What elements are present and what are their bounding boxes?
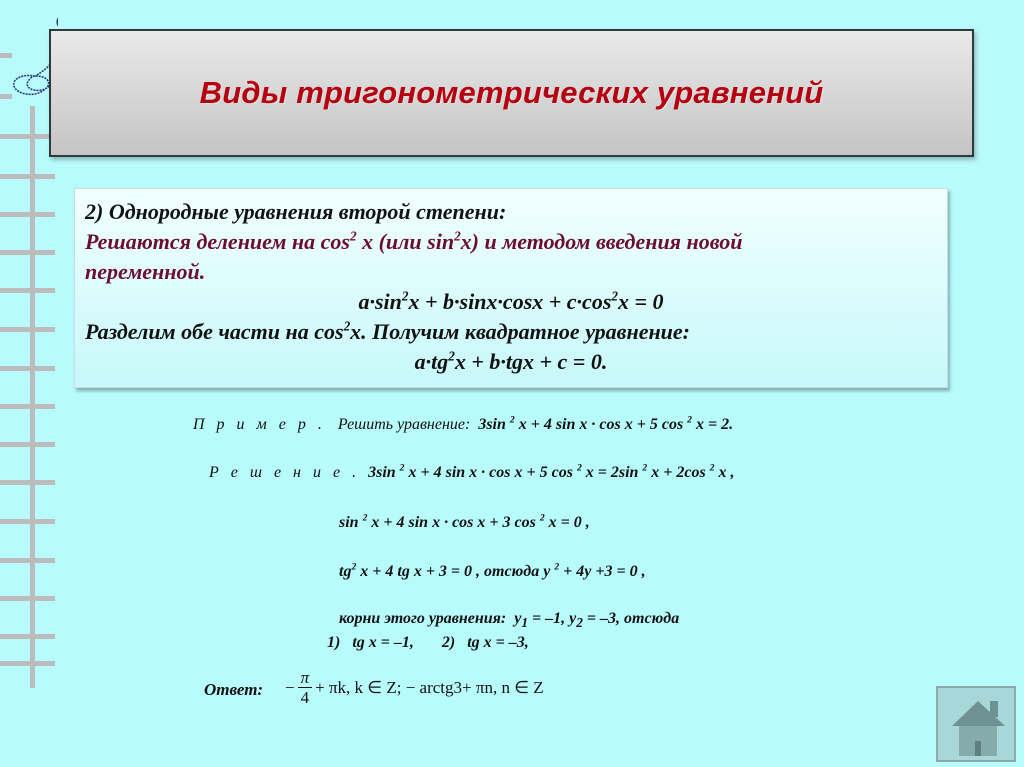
text-fragment: отсюда bbox=[624, 610, 680, 627]
text-fragment: x + b·tgx + c = 0. bbox=[454, 349, 608, 374]
text-fragment: x = 0 , bbox=[544, 514, 590, 531]
solution-line bbox=[209, 464, 734, 482]
superscript: 2 bbox=[611, 288, 618, 304]
info-heading: 2) Однородные уравнения второй степени: bbox=[85, 199, 507, 224]
text-fragment: a·tg bbox=[414, 349, 449, 374]
solution-step-2 bbox=[339, 563, 646, 581]
home-button[interactable] bbox=[936, 686, 1016, 762]
text-fragment: = –3, bbox=[582, 610, 625, 627]
text-fragment: Разделим обе части на cos bbox=[85, 319, 344, 344]
answer-formula bbox=[285, 667, 544, 709]
subscript: 2 bbox=[576, 615, 583, 631]
example-task-line bbox=[193, 416, 733, 434]
minus-sign: − bbox=[285, 678, 295, 697]
superscript: 2 bbox=[709, 462, 715, 474]
ladder-rung bbox=[0, 327, 55, 332]
superscript: 2 bbox=[642, 462, 648, 474]
text-fragment: y bbox=[514, 610, 522, 627]
text-fragment: Решаются делением на cos bbox=[85, 229, 350, 254]
task-label: Решить уравнение: bbox=[337, 416, 471, 433]
example-label: П р и м е р . bbox=[193, 416, 326, 433]
info-method-line2: переменной. bbox=[85, 259, 206, 284]
text-fragment: x + 4 tg x + 3 = 0 , bbox=[356, 563, 485, 580]
divide-instruction bbox=[85, 317, 937, 347]
text-fragment: x + 4 sin x · cos x + 5 cos bbox=[404, 464, 577, 481]
roots-line bbox=[339, 610, 679, 631]
info-box bbox=[74, 188, 948, 388]
text-fragment: 3sin bbox=[368, 464, 400, 481]
quadratic-equation bbox=[85, 347, 937, 377]
text-fragment: x = 0 bbox=[617, 289, 664, 314]
slide-title: Виды тригонометрических уравнений bbox=[199, 75, 824, 110]
ladder-rung bbox=[0, 212, 55, 217]
text-fragment: x. Получим квадратное уравнение: bbox=[350, 319, 691, 344]
superscript: 2 bbox=[362, 512, 368, 524]
answer-label: Ответ: bbox=[204, 680, 264, 699]
text-fragment: a·sin bbox=[358, 289, 402, 314]
text-fragment: = –1, y bbox=[528, 610, 577, 627]
info-method-line1 bbox=[85, 227, 937, 257]
ladder-rung bbox=[0, 288, 55, 293]
ladder-rung bbox=[0, 558, 55, 563]
ladder-rung bbox=[0, 366, 55, 371]
text-fragment: x , bbox=[714, 464, 735, 481]
superscript: 2 bbox=[554, 561, 560, 573]
fraction-numerator: π bbox=[298, 669, 313, 688]
ladder-rung bbox=[0, 480, 55, 485]
fraction-pi-over-4 bbox=[298, 669, 313, 708]
superscript: 2 bbox=[687, 414, 692, 426]
ladder-rung bbox=[0, 634, 55, 639]
superscript: 2 bbox=[454, 228, 461, 244]
ladder-rung bbox=[0, 250, 55, 255]
text-fragment: + 4y +3 = 0 , bbox=[559, 563, 646, 580]
text-fragment: tg bbox=[339, 563, 352, 580]
superscript: 2 bbox=[509, 414, 515, 426]
text-fragment: отсюда bbox=[484, 563, 540, 580]
ladder-rung bbox=[0, 174, 55, 179]
fraction-denominator: 4 bbox=[300, 687, 310, 707]
text-fragment: sin bbox=[339, 514, 363, 531]
text-fragment: x) и методом введения новой bbox=[460, 229, 743, 254]
text-fragment: x + 2cos bbox=[647, 464, 710, 481]
text-fragment: 3sin bbox=[478, 416, 510, 433]
text-fragment: x (или sin bbox=[356, 229, 455, 254]
title-banner bbox=[49, 29, 974, 157]
superscript: 2 bbox=[399, 462, 405, 474]
superscript: 2 bbox=[539, 512, 545, 524]
cases-line: 1) tg x = –1, 2) tg x = –3, bbox=[327, 634, 529, 651]
ladder-rung bbox=[0, 404, 55, 409]
text-fragment: x = 2sin bbox=[581, 464, 643, 481]
ladder-rung bbox=[0, 134, 55, 139]
text-fragment: x + 4 sin x · cos x + 3 cos bbox=[367, 514, 540, 531]
superscript: 2 bbox=[576, 462, 582, 474]
text-fragment: x + 4 sin x · cos x + 5 cos bbox=[514, 416, 688, 433]
solution-step-1 bbox=[339, 514, 590, 532]
solution-label: Р е ш е н и е . bbox=[209, 464, 361, 481]
subscript: 1 bbox=[521, 615, 529, 631]
superscript: 2 bbox=[351, 561, 357, 573]
text-fragment: y bbox=[539, 563, 555, 580]
ladder-rung bbox=[0, 596, 55, 601]
superscript: 2 bbox=[343, 318, 351, 334]
answer-rest: + πk, k ∈ Z; − arctg3+ πn, n ∈ Z bbox=[315, 678, 544, 697]
text-fragment: x = 2. bbox=[691, 416, 734, 433]
text-fragment: x + b·sinx·cosx + c·cos bbox=[408, 289, 612, 314]
ladder-rung bbox=[0, 519, 55, 524]
homogeneous-equation bbox=[85, 287, 937, 317]
superscript: 2 bbox=[401, 288, 409, 304]
superscript: 2 bbox=[349, 228, 357, 244]
ladder-rung bbox=[0, 661, 55, 666]
ladder-rung bbox=[0, 442, 55, 447]
roots-label: корни этого уравнения: bbox=[339, 610, 507, 627]
superscript: 2 bbox=[448, 348, 455, 364]
home-icon bbox=[938, 688, 1014, 760]
